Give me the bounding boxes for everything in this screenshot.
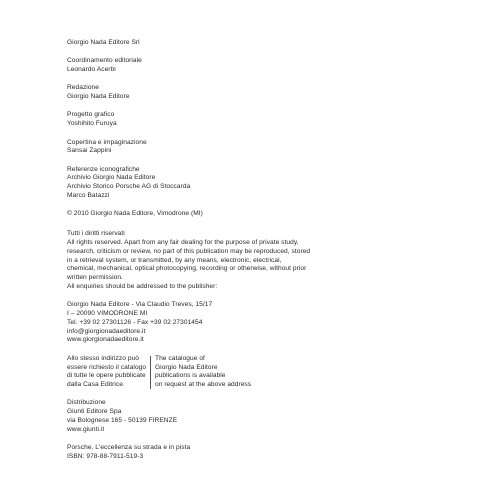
rights-line: in a retrieval system, or transmitted, by any means, electronic, electrical,: [67, 256, 282, 264]
rights-line: All enquiries should be addressed to the publisher:: [67, 282, 218, 290]
contact-email: info@giorgionadaeditore.it: [67, 327, 146, 335]
catalogue-line: Giorgio Nada Editore: [155, 363, 218, 371]
rights-heading: Tutti i diritti riservati: [67, 230, 125, 238]
catalogue-notice-english: [155, 355, 305, 390]
photo-credit-source: Marco Batazzi: [67, 192, 110, 200]
contact-phone-fax: Tel. +39 02 27301126 - Fax +39 02 27301454: [67, 318, 203, 326]
photo-credit-source: Archivio Giorgio Nada Editore: [67, 174, 156, 182]
credit-cover-layout: [67, 139, 367, 157]
contact-block: [67, 301, 367, 345]
catalogue-line: publications is available: [155, 372, 226, 380]
photo-credits: [67, 166, 367, 201]
distributor-website: www.giunti.it: [67, 425, 105, 433]
distribution-block: [67, 399, 367, 434]
catalogue-notice-italian: [67, 355, 147, 390]
distributor-address: via Bolognese 165 - 50139 FIRENZE: [67, 416, 178, 424]
credit-role: Redazione: [67, 84, 99, 92]
credit-graphic-design: [67, 111, 367, 129]
catalogue-line: essere richiesto il catalogo: [67, 363, 147, 371]
publisher-name: Giorgio Nada Editore Srl: [67, 39, 140, 46]
publisher-block: [67, 39, 367, 48]
rights-line: written permission.: [67, 274, 123, 282]
photo-credit-source: Archivio Storico Porsche AG di Stoccarda: [67, 183, 191, 191]
book-title: Porsche. L'eccellenza su strada e in pista: [67, 443, 191, 451]
credit-role: Copertina e impaginazione: [67, 138, 147, 146]
credit-name: Yoshihito Furuya: [67, 120, 117, 128]
photo-credits-heading: Referenze iconografiche: [67, 165, 140, 173]
book-info: [67, 444, 367, 462]
credit-editing: [67, 84, 367, 102]
credit-role: Coordinamento editoriale: [67, 57, 142, 65]
catalogue-line: dalla Casa Editrice.: [67, 381, 125, 389]
credit-name: Sansai Zappini: [67, 147, 112, 155]
contact-city: I – 20090 VIMODRONE MI: [67, 310, 148, 318]
distribution-heading: Distribuzione: [67, 399, 106, 407]
rights-block: [67, 230, 367, 292]
credit-name: Leonardo Acerbi: [67, 66, 116, 74]
colophon-text: [67, 39, 367, 462]
distributor-name: Giunti Editore Spa: [67, 408, 122, 416]
catalogue-line: on request at the above address: [155, 381, 252, 389]
rights-line: chemical, mechanical, optical photocopying, recording or otherwise, without prior: [67, 265, 307, 273]
credit-name: Giorgio Nada Editore: [67, 93, 130, 101]
copyright-notice: © 2010 Giorgio Nada Editore, Vimodrone (MI): [67, 210, 203, 218]
catalogue-line: Allo stesso indirizzo può: [67, 354, 139, 362]
catalogue-notice: [67, 355, 367, 391]
contact-address: Giorgio Nada Editore - Via Claudio Treves, 15/17: [67, 301, 213, 309]
catalogue-divider: [150, 356, 151, 389]
catalogue-line: di tutte le opere pubblicate: [67, 372, 146, 380]
credit-role: Progetto grafico: [67, 111, 115, 119]
copyright-block: [67, 210, 367, 219]
credit-editorial-coordination: [67, 57, 367, 75]
catalogue-line: The catalogue of: [155, 354, 205, 362]
rights-line: All rights reserved. Apart from any fair dealing for the purpose of private study,: [67, 238, 299, 246]
contact-website: www.giorgionadaeditore.it: [67, 336, 144, 344]
rights-line: research, criticism or review, no part of this publication may be reproduced, stored: [67, 247, 311, 255]
isbn: ISBN: 978-88-7911-519-3: [67, 452, 144, 460]
